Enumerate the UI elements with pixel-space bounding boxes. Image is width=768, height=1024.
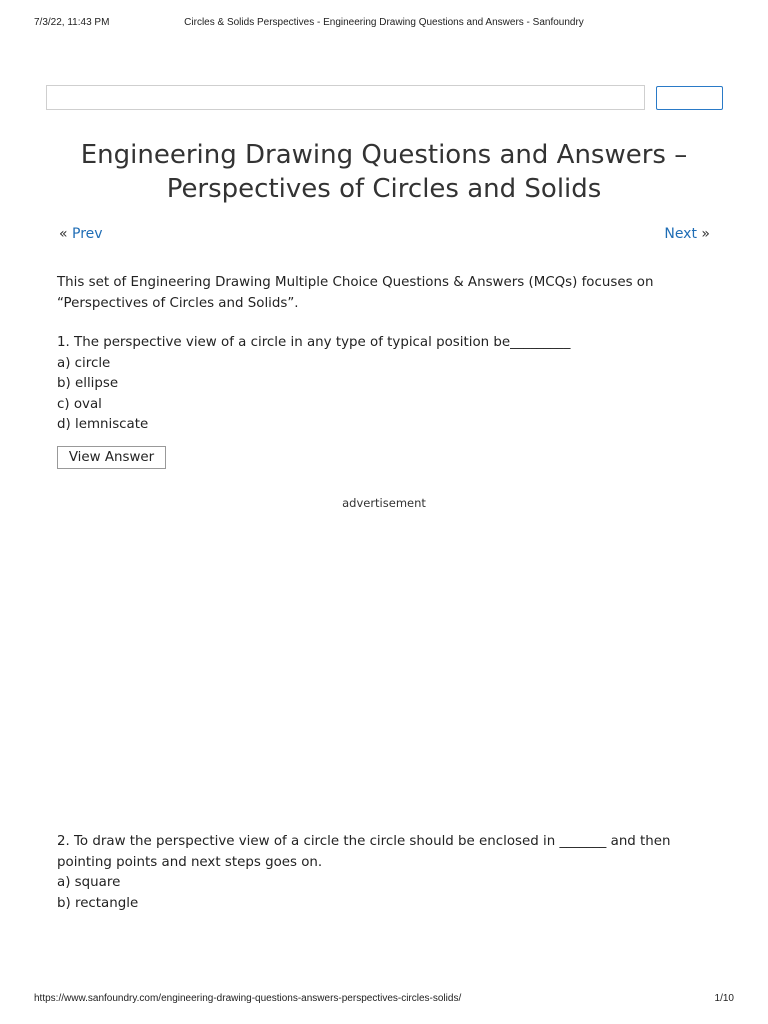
- print-date: 7/3/22, 11:43 PM: [34, 17, 110, 28]
- view-answer-button[interactable]: View Answer: [57, 446, 166, 469]
- prev-link[interactable]: Prev: [72, 226, 103, 242]
- next-nav: [664, 225, 710, 243]
- page-title-line-2: Perspectives of Circles and Solids: [166, 174, 602, 204]
- question-1-text: 1. The perspective view of a circle in any type of typical position be_________: [57, 335, 571, 350]
- print-footer: [34, 993, 734, 1007]
- intro-paragraph: [57, 273, 717, 314]
- intro-line-1: This set of Engineering Drawing Multiple Choice Questions & Answers (MCQs) focuses on: [57, 275, 654, 290]
- question-2: [57, 832, 717, 910]
- advertisement-label: advertisement: [342, 496, 426, 510]
- question-1: [57, 333, 717, 436]
- page-title: [30, 138, 738, 206]
- question-2-option-b: b) rectangle: [57, 895, 139, 910]
- question-2-text-line-2: pointing points and next steps goes on.: [57, 854, 323, 870]
- prev-arrow-icon: «: [59, 226, 68, 242]
- question-1-option-a: a) circle: [57, 355, 111, 371]
- question-2-text-line-1: 2. To draw the perspective view of a circle the circle should be enclosed in _______ and then: [57, 834, 671, 849]
- next-link[interactable]: Next: [664, 226, 697, 242]
- print-url: https://www.sanfoundry.com/engineering-drawing-questions-answers-perspectives-circles-solids/: [34, 993, 462, 1004]
- next-arrow-icon: »: [701, 226, 710, 242]
- search-button[interactable]: [656, 86, 723, 110]
- question-1-option-c: c) oval: [57, 396, 102, 412]
- print-document-title: Circles & Solids Perspectives - Engineering Drawing Questions and Answers - Sanfoundry: [184, 17, 584, 28]
- question-1-option-d: d) lemniscate: [57, 417, 149, 433]
- prev-nav: [59, 225, 103, 243]
- print-page-number: 1/10: [714, 993, 734, 1004]
- search-input[interactable]: [46, 85, 645, 110]
- question-2-option-a: a) square: [57, 875, 121, 891]
- print-header: [34, 17, 734, 31]
- page-title-line-1: Engineering Drawing Questions and Answers –: [80, 140, 688, 170]
- question-1-option-b: b) ellipse: [57, 376, 119, 392]
- intro-line-2: “Perspectives of Circles and Solids”.: [57, 295, 299, 311]
